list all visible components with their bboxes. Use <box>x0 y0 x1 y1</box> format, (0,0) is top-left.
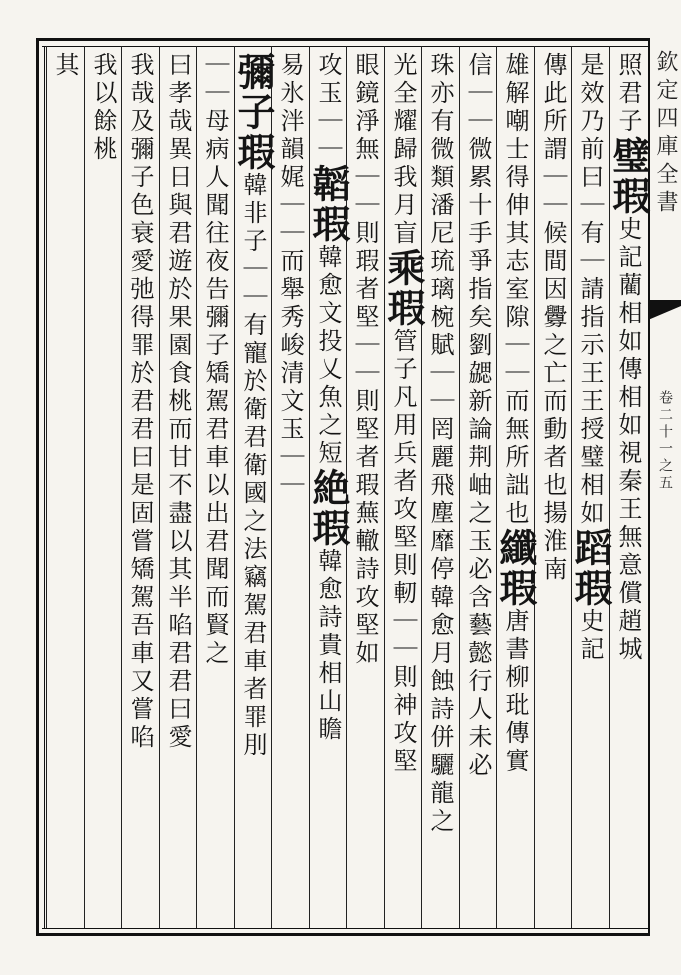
entry-text: 史記藺相如傳相如視秦王無意償趙城 <box>614 216 642 664</box>
entry-text: 我以餘桃 <box>89 52 117 164</box>
entry-text: 韓非子｜｜有寵於衛君衛國之法竊駕君車者罪刖 <box>239 172 267 760</box>
entry-text: 易氷泮 <box>276 52 304 136</box>
margin-book-title: 欽定四庫全書 <box>653 50 678 218</box>
entry-headword: 乘瑕 <box>381 248 426 328</box>
entry-text: 則瑕者堅｜｜則堅者瑕蕪轍詩攻堅如 <box>351 220 379 668</box>
text-column <box>231 52 276 922</box>
text-column <box>122 52 158 922</box>
text-column <box>272 52 308 922</box>
entry-text: 珠亦有微類潘尼琉璃椀賦｜｜罔麗飛塵靡停韓愈月蝕詩併 <box>426 52 454 752</box>
text-column <box>347 52 383 922</box>
text-column <box>85 52 121 922</box>
entry-text: 韻娓｜｜而舉秀 <box>276 136 304 332</box>
entry-text: 管子凡用兵者攻堅則軔｜｜則神攻堅 <box>389 328 417 776</box>
text-column <box>422 52 458 922</box>
text-column <box>568 52 613 922</box>
frame-inner-left-rule <box>44 46 45 928</box>
entry-text: 照君子 <box>614 52 642 136</box>
entry-text: 是效 <box>576 52 604 108</box>
entry-text: 我哉及彌子色衰愛弛得罪於君君曰是固嘗矯駕吾車又嘗啗 <box>126 52 154 752</box>
text-column <box>493 52 538 922</box>
entry-text: 藝懿行人未必 <box>464 612 492 780</box>
text-column <box>606 52 651 922</box>
entry-text: 唐書柳玭傳實 <box>501 608 529 776</box>
entry-text: 眼鏡淨無｜｜ <box>351 52 379 220</box>
text-column <box>306 52 351 922</box>
entry-text: 淮南 <box>539 528 567 584</box>
entry-text: 其 <box>51 52 79 80</box>
entry-headword: 絶瑕 <box>306 468 351 548</box>
entry-text: 乃前曰｜有｜請指示王王授璧相如 <box>576 108 604 528</box>
entry-headword: 纖瑕 <box>493 528 538 608</box>
entry-text: 史記 <box>576 608 604 664</box>
text-column <box>160 52 196 922</box>
entry-text: 曰孝哉異日與君遊於果園食桃而甘不盡以其半啗君君曰愛 <box>164 52 192 752</box>
entry-text: 峻清文玉｜｜ <box>276 332 304 500</box>
frame-inner-top-rule <box>42 46 648 47</box>
text-column <box>381 52 426 922</box>
entry-text: 韓愈文投乂魚之短 <box>314 244 342 468</box>
entry-headword: 韜瑕 <box>306 164 351 244</box>
entry-text: 信｜｜微累十手爭指矣劉勰新論荆岫之玉必含 <box>464 52 492 612</box>
entry-text: ｜｜母病人聞往夜告彌子矯駕君車以出君聞而賢之 <box>201 52 229 668</box>
entry-text: 驪龍之 <box>426 752 454 836</box>
entry-text: 雄解嘲士得伸其志室隙｜｜而無所詘也 <box>501 52 529 528</box>
text-column <box>535 52 571 922</box>
entry-headword: 彌子瑕 <box>231 52 276 172</box>
text-column <box>47 52 83 922</box>
margin-volume-label: 卷二十一之五 <box>657 390 673 492</box>
entry-text: 光全耀歸我月盲 <box>389 52 417 248</box>
entry-headword: 蹈瑕 <box>568 528 613 608</box>
entry-headword: 璧瑕 <box>606 136 651 216</box>
entry-text: 韓愈詩貴相山瞻 <box>314 548 342 744</box>
frame-inner-bottom-rule <box>42 928 648 929</box>
entry-text: 攻玉｜｜ <box>314 52 342 164</box>
text-column <box>460 52 496 922</box>
entry-text: 傳此所謂｜｜候間因釁之亡而動者也揚 <box>539 52 567 528</box>
text-column <box>197 52 233 922</box>
